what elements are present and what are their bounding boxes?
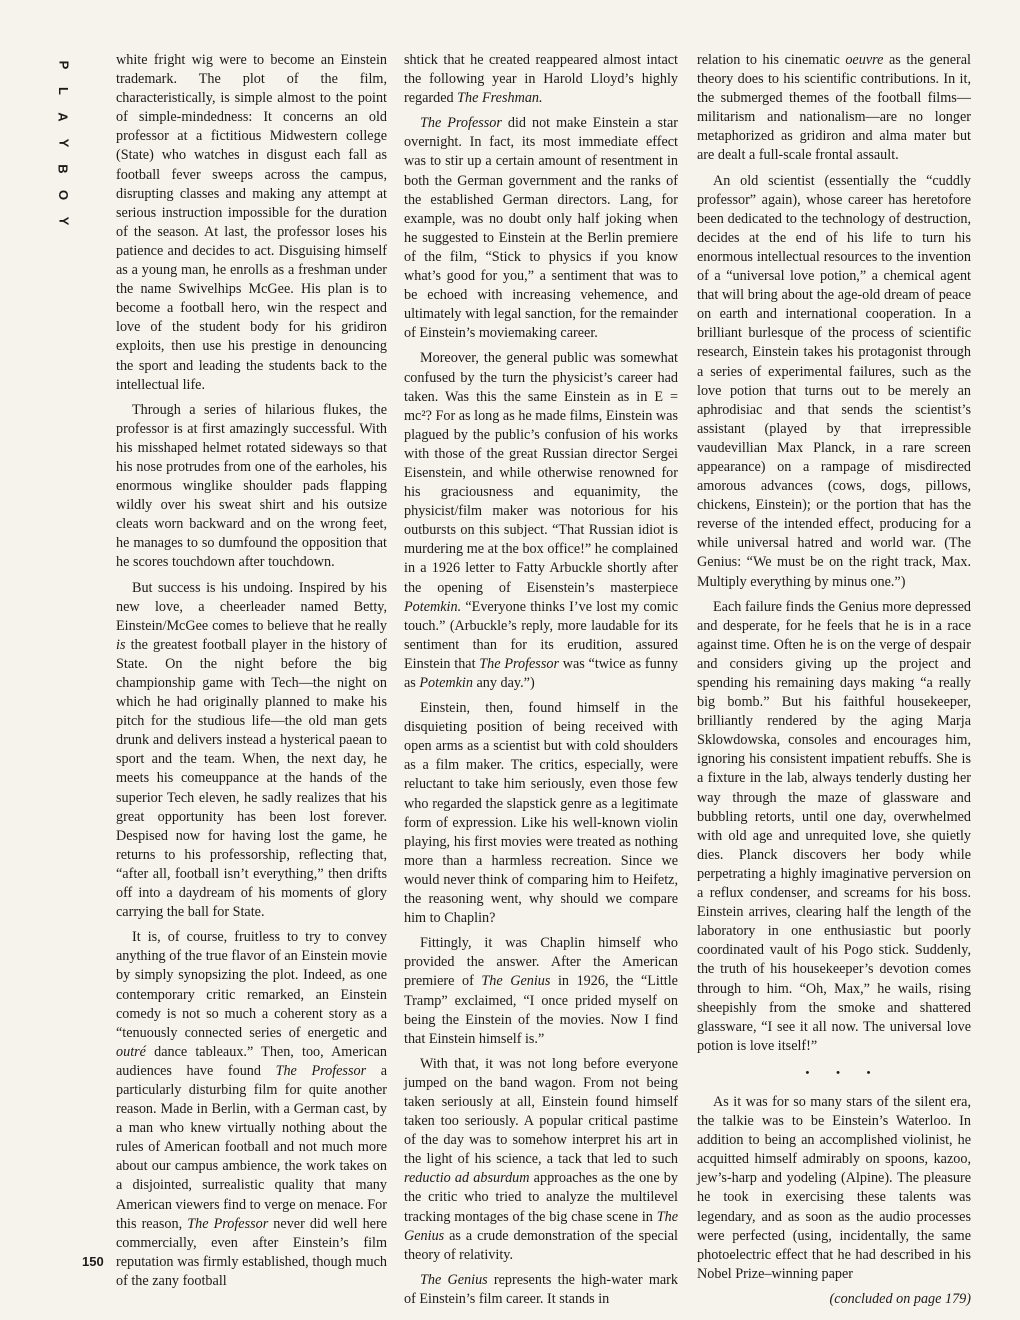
paragraph: shtick that he created reappeared almost intact the following year in Harold Lloyd’s highly regarded The Freshman.	[404, 52, 678, 107]
paragraph: An old scientist (essentially the “cuddly professor” again), whose career has heretofore been dedicated to the technology of destruction, decides at the end of his life to turn his enormous intellectual resources to the invention of a “universal love potion,” a chemical agent that will bring about the age-old dream of peace on earth and international cooperation. In a brilliant burlesque of the process of scientific research, Einstein takes his protagonist through a series of experimental failures, such as the love potion that turns out to be merely an aphrodisiac and that sends the scientist’s assistant (played by that irrepressible vaudevillian Max Planck, in a rare screen appearance) on a rampage of misdirected amorous advances (cows, dogs, pillows, chickens, Einstein); or the portion that has the reverse of the intended effect, producing for a while universal hatred and world war. (The Genius: “We must be on the right track, Max. Multiply everything by minus one.”)	[697, 172, 971, 590]
paragraph: The Genius represents the high-water mark of Einstein’s film career. It stands in	[404, 1271, 678, 1307]
italic-text: oeuvre	[845, 52, 884, 68]
italic-text: The Professor	[420, 115, 502, 132]
italic-text: The Genius	[420, 1271, 488, 1288]
italic-text: The Genius	[481, 973, 551, 990]
paragraph: It is, of course, fruitless to try to convey anything of the true flavor of an Einstein movie by simply synopsizing the plot. Indeed, as one contemporary critic remarked, an Einstein comedy is not so much a coherent story as a “tenuously connected series of energetic and outré dance tableaux.” Then, too, American audiences have found The Professor a particularly disturbing film for quite another reason. Made in Berlin, with a German cast, by a man who knew virtually nothing about the rules of American football and not much more about our campus ambience, the work takes on a disjointed, surrealistic quality that many American viewers find to verge on menace. For this reason, The Professor never did well here commercially, even after Einstein’s film reputation was firmly established, though much of the zany football	[116, 929, 387, 1289]
italic-text: reductio ad absurdum	[404, 1170, 530, 1187]
italic-text: The Professor	[275, 1062, 367, 1079]
section-break: • • •	[805, 1066, 883, 1079]
magazine-letter: P	[55, 60, 71, 70]
page-number: 150	[82, 1254, 104, 1269]
italic-text: The Freshman.	[457, 90, 543, 107]
magazine-letter: B	[55, 164, 71, 174]
magazine-letter: O	[56, 189, 71, 201]
paragraph: Einstein, then, found himself in the disquieting position of being received with open arms as a scientist but with cold shoulders as a film maker. The critics, especially, were reluctant to take him seriously, even those few who regarded the slapstick genre as a legitimate form of expression. Like his well-known violin playing, his first movies were treated as nothing more than a harmless recreation. Since we would never think of comparing him to Heifetz, the reasoning went, why should we compare him to Chaplin?	[404, 700, 678, 927]
continuation-note: (concluded on page 179)	[829, 1290, 971, 1307]
paragraph: But success is his undoing. Inspired by his new love, a cheerleader named Betty, Einstein/McGee comes to believe that he really is the greatest football player in the history of State. On the night before the big championship game with Tech—the night on which he had originally planned to make his pitch for the studious life—the old man gets drunk and delivers instead a hysterical paean to sport and the team. When, the next day, he meets his comeuppance at the hands of the superior Tech eleven, he sadly realizes that his great opportunity has been lost forever. Despised now for having lost the game, he returns to his professorship, reflecting that, “after all, football isn’t everything,” then drifts off into a daydream of his moments of glory carrying the ball for State.	[116, 579, 387, 921]
italic-text: Potemkin.	[404, 598, 462, 615]
text-column-1	[116, 51, 387, 1297]
paragraph: relation to his cinematic oeuvre as the general theory does to his scientific contributions. In it, the submerged themes of the football films—militarism and nationalism—are no longer metaphorized as gridiron and alma mater but are dealt a full-scale frontal assault.	[697, 52, 971, 164]
italic-text: The Genius	[404, 1208, 678, 1244]
paragraph: Fittingly, it was Chaplin himself who provided the answer. After the American premiere of The Genius in 1926, the “Little Tramp” exclaimed, “I once prided myself on being the Einstein of the movies. Now I find that Einstein himself is.”	[404, 935, 678, 1047]
paragraph: Each failure finds the Genius more depressed and desperate, for he feels that he is in a race against time. Often he is on the verge of despair and considers giving up the project and spending his remaining days making “a really big bomb.” But his faithful housekeeper, brilliantly rendered by the aging Marja Sklowdowska, consoles and encourages him, ignoring his consistent impatient rebuffs. She is a fixture in the lab, always tenderly dusting her way through the maze of glassware and bubbling retorts, until one day, overwhelmed with old age and unrequited love, she quietly dies. Planck discovers her body while perpetrating a highly imaginative perversion on a reflux condenser, and screams for his boss. Einstein arrives, clearing half the length of the laboratory in one enthusiastic but poorly coordinated vault of his Pogo stick. Suddenly, the truth of his housekeeper’s devotion comes through to him. “Oh, Max,” he wails, rising sheepishly from the smoke and shattered glassware, “I see it all now. The universal love potion is love itself!”	[697, 598, 971, 1054]
paragraph: The Professor did not make Einstein a star overnight. In fact, its most immediate effect was to stir up a certain amount of resentment in both the German government and the ranks of the established German directors. Lang, for example, was no doubt only half joking when he suggested to Einstein at the Berlin premiere of the film, “Stick to physics if you know what’s good for you,” a sentiment that was to be echoed with increasing vehemence, and ultimately with legal sanction, for the remainder of Einstein’s moviemaking career.	[404, 115, 678, 342]
italic-text: outré	[116, 1043, 146, 1060]
magazine-letter: Y	[55, 138, 71, 148]
paragraph: With that, it was not long before everyone jumped on the band wagon. From not being taken seriously at all, Einstein found himself taken too seriously. A popular critical pastime of the day was to somehow interpret his art in the light of his science, a tack that led to such reductio ad absurdum approaches as the one by the critic who tried to analyze the multilevel tracking montages of the big chase scene in The Genius as a crude demonstration of the special theory of relativity.	[404, 1055, 678, 1263]
italic-text: The Professor	[187, 1215, 269, 1232]
italic-text: The Professor	[479, 655, 559, 672]
magazine-letter: L	[55, 87, 71, 95]
paragraph: As it was for so many stars of the silent era, the talkie was to be Einstein’s Waterloo. In addition to being an accomplished violinist, he acquitted himself admirably on spoons, kazoo, jew’s-harp and yodeling (Alpine). The pleasure he took in exercising these talents was legendary, and as soon as the audio processes were perfected (using, incidentally, the same photoelectric effect that he had described in his Nobel Prize–winning paper	[697, 1093, 971, 1282]
text-column-3	[697, 51, 971, 1315]
text-column-2	[404, 51, 678, 1315]
italic-text: Potemkin	[419, 675, 473, 691]
magazine-letter: A	[55, 112, 71, 122]
paragraph: white fright wig were to become an Einstein trademark. The plot of the film, characteristically, is simple almost to the point of simple-mindedness: It concerns an old professor at a fictitious Midwestern college (State) who watches in disgust each fall as football fever sweeps across the campus, disrupting classes and making any attempt at serious instruction impossible for the duration of the season. At last, the professor loses his patience and decides to act. Disguising himself as a young man, he enrolls as a freshman under the name Swivelhips McGee. His plan is to become a football hero, win the respect and love of the student body for his gridiron exploits, then use his prestige in denouncing the sport and leading the students back to the intellectual life.	[116, 52, 387, 393]
paragraph: Through a series of hilarious flukes, the professor is at first amazingly successful. With his misshaped helmet rotated sideways so that his nose protrudes from one of the earholes, his enormous winglike shoulder pads flapping wildly over his sweat shirt and his outsize cleats worn backward and on the wrong feet, he manages to so dumfound the opposition that he scores touchdown after touchdown.	[116, 401, 387, 571]
paragraph: Moreover, the general public was somewhat confused by the turn the physicist’s career had taken. Was this the same Einstein as in E = mc²? For as long as he made films, Einstein was plagued by the public’s confusion of his works with those of the great Russian director Sergei Eisenstein, and while otherwise renowned for his graciousness and equanimity, the physicist/film maker was notorious for his outbursts on this subject. “That Russian idiot is murdering me at the box office!” he complained in a 1926 letter to Fatty Arbuckle shortly after the opening of Eisenstein’s masterpiece Potemkin. “Everyone thinks I’ve lost my comic touch.” (Arbuckle’s reply, more laudable for its sentiment than for its erudition, assured Einstein that The Professor was “twice as funny as Potemkin any day.”)	[404, 350, 678, 691]
magazine-letter: Y	[55, 216, 71, 226]
italic-text: is	[116, 636, 126, 653]
magazine-name-vertical	[52, 52, 74, 234]
